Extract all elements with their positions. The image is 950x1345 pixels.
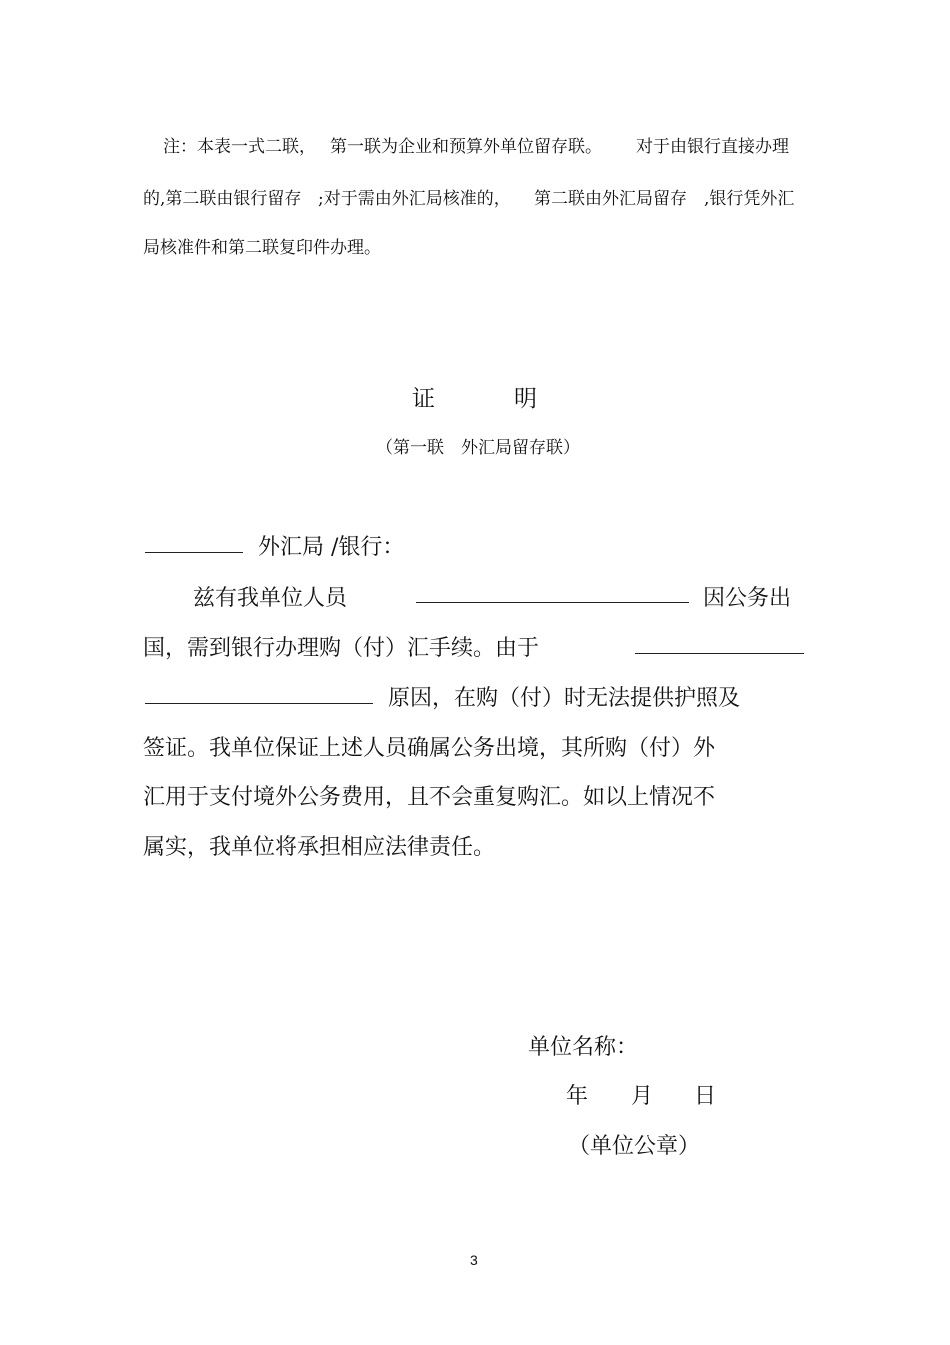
title-char-1: 证 bbox=[412, 386, 435, 412]
title-char-2: 明 bbox=[514, 386, 537, 412]
paragraph-line-1a: 兹有我单位人员 bbox=[193, 586, 348, 611]
note-line-3: 局核准件和第二联复印件办理。 bbox=[143, 238, 381, 258]
subtitle: （第一联 外汇局留存联） bbox=[376, 438, 580, 458]
paragraph-line-5: 汇用于支付境外公务费用，且不会重复购汇。如以上情况不 bbox=[143, 785, 716, 810]
date-year: 年 bbox=[566, 1084, 589, 1109]
note-line-1a: 注：本表一式二联， bbox=[163, 137, 316, 157]
paragraph-line-4: 签证。我单位保证上述人员确属公务出境，其所购（付）外 bbox=[143, 736, 716, 761]
addressee: 外汇局 /银行： bbox=[258, 535, 405, 560]
note-line-2c: 第二联由外汇局留存 bbox=[534, 189, 687, 209]
reason-blank-a bbox=[635, 653, 804, 654]
note-line-1b: 第一联为企业和预算外单位留存联。 bbox=[330, 137, 602, 157]
person-name-blank bbox=[416, 602, 689, 603]
date-day: 日 bbox=[694, 1084, 717, 1109]
date-month: 月 bbox=[631, 1084, 654, 1109]
paragraph-line-1b: 因公务出 bbox=[703, 586, 792, 611]
paragraph-line-3: 原因，在购（付）时无法提供护照及 bbox=[388, 686, 741, 711]
note-line-2d: ,银行凭外汇 bbox=[704, 189, 795, 209]
note-line-2b: ;对于需由外汇局核准的， bbox=[318, 189, 511, 209]
paragraph-line-6: 属实，我单位将承担相应法律责任。 bbox=[143, 835, 496, 860]
addressee-blank bbox=[145, 552, 243, 553]
note-line-2a: 的,第二联由银行留存 bbox=[143, 189, 302, 209]
paragraph-line-2: 国，需到银行办理购（付）汇手续。由于 bbox=[143, 636, 540, 661]
seal-label: （单位公章） bbox=[568, 1134, 701, 1159]
unit-name-label: 单位名称： bbox=[528, 1035, 639, 1060]
note-line-1c: 对于由银行直接办理 bbox=[636, 137, 789, 157]
page-number: 3 bbox=[470, 1252, 478, 1268]
reason-blank-b bbox=[145, 703, 373, 704]
